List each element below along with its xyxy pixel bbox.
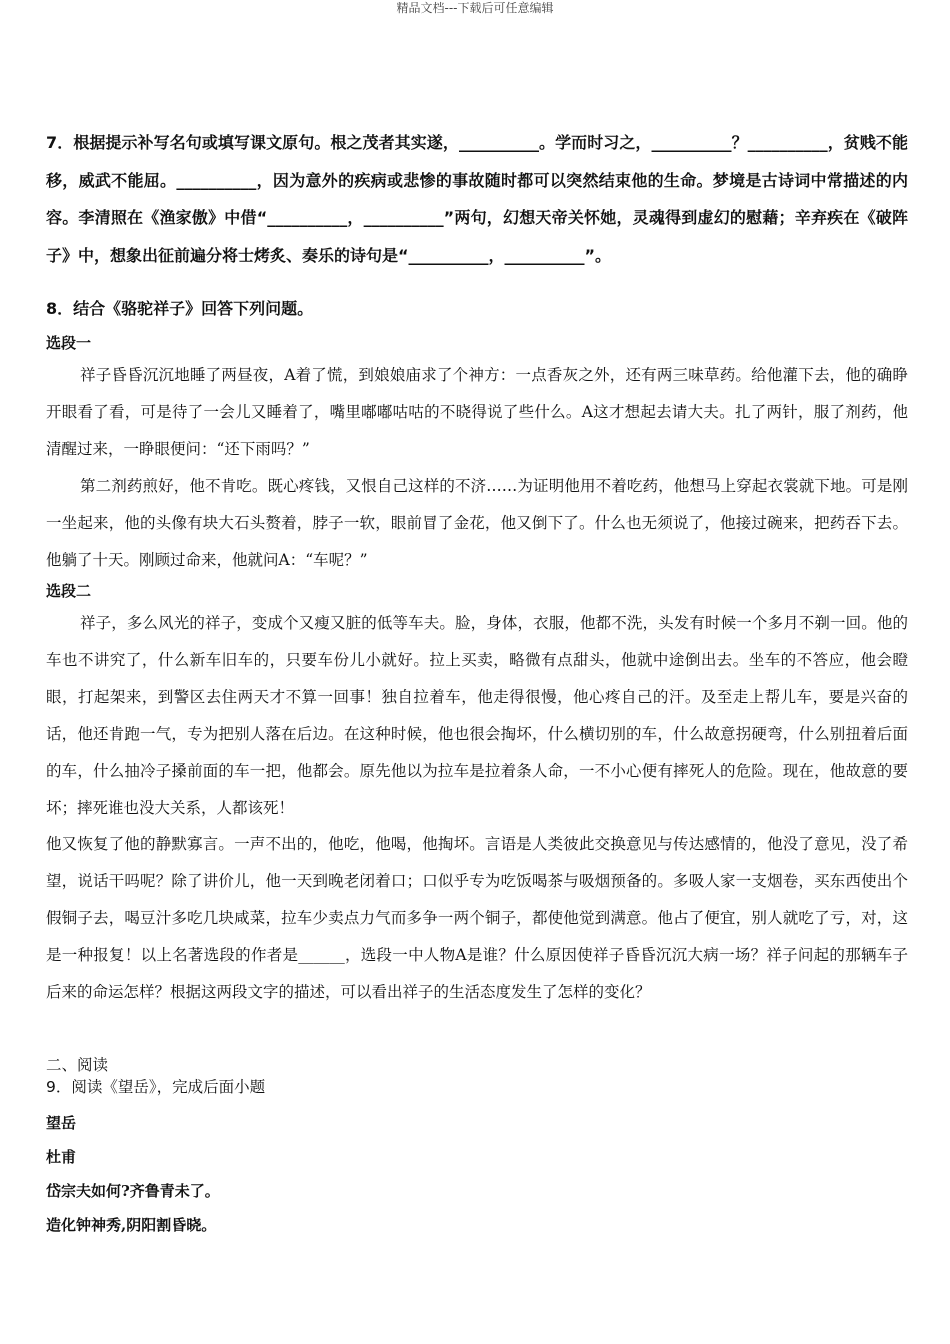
question-7-text: 7．根据提示补写名句或填写课文原句。根之茂者其实遂，__________。学而时习之，__________？__________，贫贱不能移，威武不能屈。__________，因为意外的疾病或悲惨的事故随时都可以突然结束他的生命。梦境是古诗词中常描述的内容。李清照在《渔家傲》中借“__________，__________”两句，幻想天帝关怀她，灵魂得到虚幻的慰藉；辛弃疾在《破阵子》中，想象出征前遍分将士烤炙、奏乐的诗句是“__________，__________”。 bbox=[46, 133, 908, 265]
poem-line-1: 岱宗夫如何?齐鲁青未了。 bbox=[46, 1182, 220, 1200]
selection-1-label: 选段一 bbox=[46, 334, 92, 352]
question-9-title: 9．阅读《望岳》，完成后面小题 bbox=[46, 1078, 266, 1096]
selection-2-label: 选段二 bbox=[46, 582, 92, 600]
question-8-title: 8．结合《骆驼祥子》回答下列问题。 bbox=[46, 299, 314, 318]
selection-1-paragraph-1: 祥子昏昏沉沉地睡了两昼夜，A着了慌，到娘娘庙求了个神方：一点香灰之外，还有两三味草药。给他灌下去，他的确睁开眼看了看，可是待了一会儿又睡着了，嘴里嘟嘟咕咕的不晓得说了些什么。A这才想起去请大夫。扎了两针，服了剂药，他清醒过来，一睁眼便问：“还下雨吗？” bbox=[46, 366, 908, 458]
selection-2-paragraph-1: 祥子，多么风光的祥子，变成个又瘦又脏的低等车夫。脸，身体，衣服，他都不洗，头发有时候一个多月不剃一回。他的车也不讲究了，什么新车旧车的，只要车份儿小就好。拉上买卖，略微有点甜头，他就中途倒出去。坐车的不答应，他会瞪眼，打起架来，到警区去住两天才不算一回事！独自拉着车，他走得很慢，他心疼自己的汗。及至走上帮儿车，要是兴奋的话，他还肯跑一气，专为把别人落在后边。在这种时候，他也很会掏坏，什么横切别的车，什么故意拐硬弯，什么别扭着后面的车，什么抽冷子搡前面的车一把，他都会。原先他以为拉车是拉着条人命，一不小心便有摔死人的危险。现在，他故意的要坏；摔死谁也没大关系，人都该死！ bbox=[46, 614, 908, 817]
selection-1-paragraph-2: 第二剂药煎好，他不肯吃。既心疼钱，又恨自己这样的不济……为证明他用不着吃药，他想马上穿起衣裳就下地。可是刚一坐起来，他的头像有块大石头赘着，脖子一软，眼前冒了金花，他又倒下了。什么也无须说了，他接过碗来，把药吞下去。他躺了十天。刚顾过命来，他就问A：“车呢？” bbox=[46, 477, 908, 569]
poem-line-2: 造化钟神秀,阴阳割昏晓。 bbox=[46, 1216, 217, 1234]
header-watermark: 精品文档---下载后可任意编辑 bbox=[396, 1, 554, 15]
question-7 bbox=[46, 124, 908, 274]
selection-2-paragraph-2: 他又恢复了他的静默寡言。一声不出的，他吃，他喝，他掏坏。言语是人类彼此交换意见与传达感情的，他没了意见，没了希望，说话干吗呢？除了讲价儿，他一天到晚老闭着口；口似乎专为吃饭喝茶与吸烟预备的。多吸人家一支烟卷，买东西使出个假铜子去，喝豆汁多吃几块咸菜，拉车少卖点力气而多争一两个铜子，都使他觉到满意。他占了便宜，别人就吃了亏，对，这是一种报复！以上名著选段的作者是______，选段一中人物A是谁？什么原因使祥子昏昏沉沉大病一场？祥子问起的那辆车子后来的命运怎样？根据这两段文字的描述，可以看出祥子的生活态度发生了怎样的变化？ bbox=[46, 835, 908, 1001]
section-2-heading: 二、阅读 bbox=[46, 1056, 109, 1074]
poem-title: 望岳 bbox=[46, 1114, 77, 1132]
poem-author: 杜甫 bbox=[46, 1148, 77, 1166]
